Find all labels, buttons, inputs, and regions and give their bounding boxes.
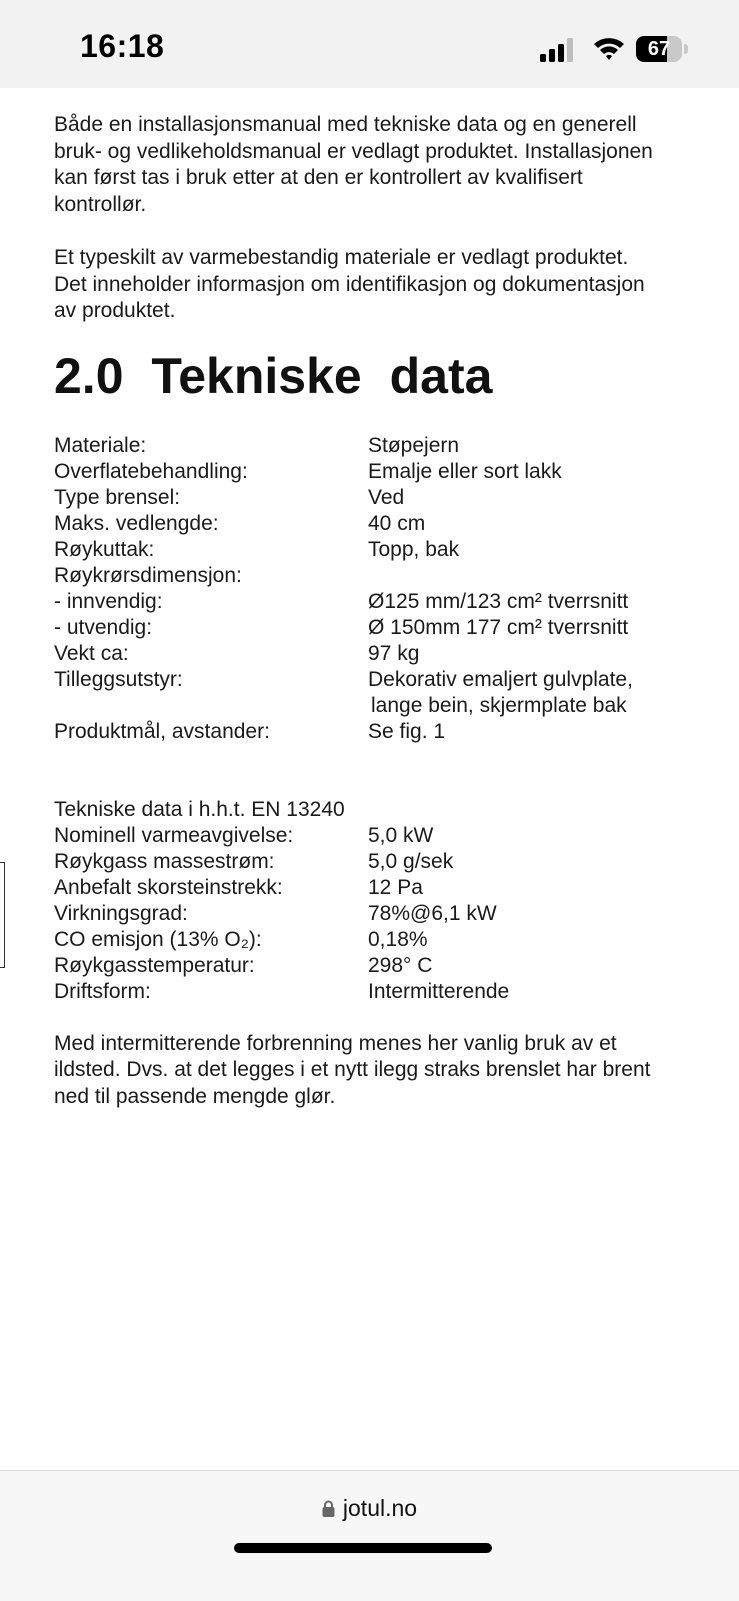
en-label: Røykgasstemperatur: bbox=[54, 953, 255, 977]
url-text: jotul.no bbox=[342, 1495, 418, 1521]
spec-value bbox=[368, 563, 664, 589]
status-bar bbox=[0, 0, 739, 88]
en-label: Nominell varmeavgivelse: bbox=[54, 823, 294, 847]
spec-row bbox=[54, 667, 664, 719]
spec-label: Materiale: bbox=[54, 433, 147, 457]
browser-bottom-bar bbox=[0, 1470, 739, 1601]
en-value: 78%@6,1 kW bbox=[368, 901, 497, 925]
spec-value: Emalje eller sort lakk bbox=[368, 459, 562, 483]
en-label: Røykgass massestrøm: bbox=[54, 849, 275, 873]
en-row bbox=[54, 927, 664, 953]
en-value: 0,18% bbox=[368, 927, 428, 951]
closing-paragraph: Med intermitterende forbrenning menes her vanlig bruk av et ildsted. Dvs. at det legges i et nytt ilegg straks brenslet har brent ned til passende mengde glør. bbox=[54, 1031, 651, 1108]
spec-label: Maks. vedlengde: bbox=[54, 511, 219, 535]
spec-value: 97 kg bbox=[368, 641, 420, 665]
spec-value: Topp, bak bbox=[368, 537, 460, 561]
spec-value-multiline bbox=[368, 667, 664, 719]
en-label: Virkningsgrad: bbox=[54, 901, 188, 925]
spec-row bbox=[54, 615, 664, 641]
en13240-title: Tekniske data i h.h.t. EN 13240 bbox=[54, 797, 345, 821]
spec-value: Ø125 mm/123 cm² tverrsnitt bbox=[368, 589, 629, 613]
en-value: 5,0 kW bbox=[368, 823, 434, 847]
spec-label: Type brensel: bbox=[54, 485, 181, 509]
spec-value: Støpejern bbox=[368, 433, 460, 457]
en-value: Intermitterende bbox=[368, 979, 510, 1003]
battery-icon bbox=[636, 36, 688, 62]
spec-label: Røykrørsdimensjon: bbox=[54, 563, 242, 587]
spec-label: Tilleggsutstyr: bbox=[54, 667, 183, 691]
en-row bbox=[54, 901, 664, 927]
en-row bbox=[54, 875, 664, 901]
spec-row bbox=[54, 511, 664, 537]
spec-label: Vekt ca: bbox=[54, 641, 129, 665]
intro-paragraph-1: Både en installasjonsmanual med tekniske data og en generell bruk- og vedlikeholdsmanual er vedlagt produktet. Installasjonen kan først tas i bruk etter at den er kontrollert av kvalifisert kontrollør. bbox=[54, 113, 653, 216]
home-indicator[interactable] bbox=[234, 1543, 492, 1553]
en-label: Driftsform: bbox=[54, 979, 151, 1003]
spec-row bbox=[54, 537, 664, 563]
document-content bbox=[54, 112, 664, 1131]
spec-label: Overflatebehandling: bbox=[54, 459, 248, 483]
address-bar[interactable] bbox=[0, 1495, 739, 1522]
spec-value: Ved bbox=[368, 485, 405, 509]
en-row bbox=[54, 979, 664, 1005]
status-time: 16:18 bbox=[80, 28, 165, 64]
spec-label: Røykuttak: bbox=[54, 537, 155, 561]
spec-table bbox=[54, 433, 664, 1005]
spec-row bbox=[54, 589, 664, 615]
en-row bbox=[54, 953, 664, 979]
spec-value-continued: lange bein, skjermplate bak bbox=[371, 693, 627, 717]
spec-label: - innvendig: bbox=[54, 589, 163, 613]
wifi-icon bbox=[592, 34, 626, 62]
en-label: CO emisjon (13% O₂): bbox=[54, 927, 262, 951]
spec-label: - utvendig: bbox=[54, 615, 153, 639]
en-row bbox=[54, 823, 664, 849]
section-heading: 2.0 Tekniske data bbox=[54, 347, 493, 404]
spec-row bbox=[54, 563, 664, 589]
lock-icon bbox=[322, 1500, 335, 1517]
spec-row bbox=[54, 485, 664, 511]
en-value: 5,0 g/sek bbox=[368, 849, 454, 873]
spec-value: Ø 150mm 177 cm² tverrsnitt bbox=[368, 615, 629, 639]
cellular-signal-icon bbox=[540, 38, 580, 62]
intro-paragraph-2: Et typeskilt av varmebestandig materiale er vedlagt produktet. Det inneholder informasjon om identifikasjon og dokumentasjon av produktet. bbox=[54, 246, 645, 322]
spec-row bbox=[54, 433, 664, 459]
spec-row bbox=[54, 459, 664, 485]
spec-value: Se fig. 1 bbox=[368, 719, 446, 743]
spec-value: Dekorativ emaljert gulvplate, bbox=[368, 667, 633, 691]
spec-row bbox=[54, 641, 664, 667]
en-row bbox=[54, 849, 664, 875]
en-value: 12 Pa bbox=[368, 875, 423, 899]
battery-percentage: 67 bbox=[647, 38, 671, 60]
en-value: 298° C bbox=[368, 953, 433, 977]
spec-value: 40 cm bbox=[368, 511, 426, 535]
en-label: Anbefalt skorsteinstrekk: bbox=[54, 875, 283, 899]
page-edge-marker bbox=[0, 862, 5, 968]
spec-row bbox=[54, 719, 664, 745]
spec-label: Produktmål, avstander: bbox=[54, 719, 270, 743]
